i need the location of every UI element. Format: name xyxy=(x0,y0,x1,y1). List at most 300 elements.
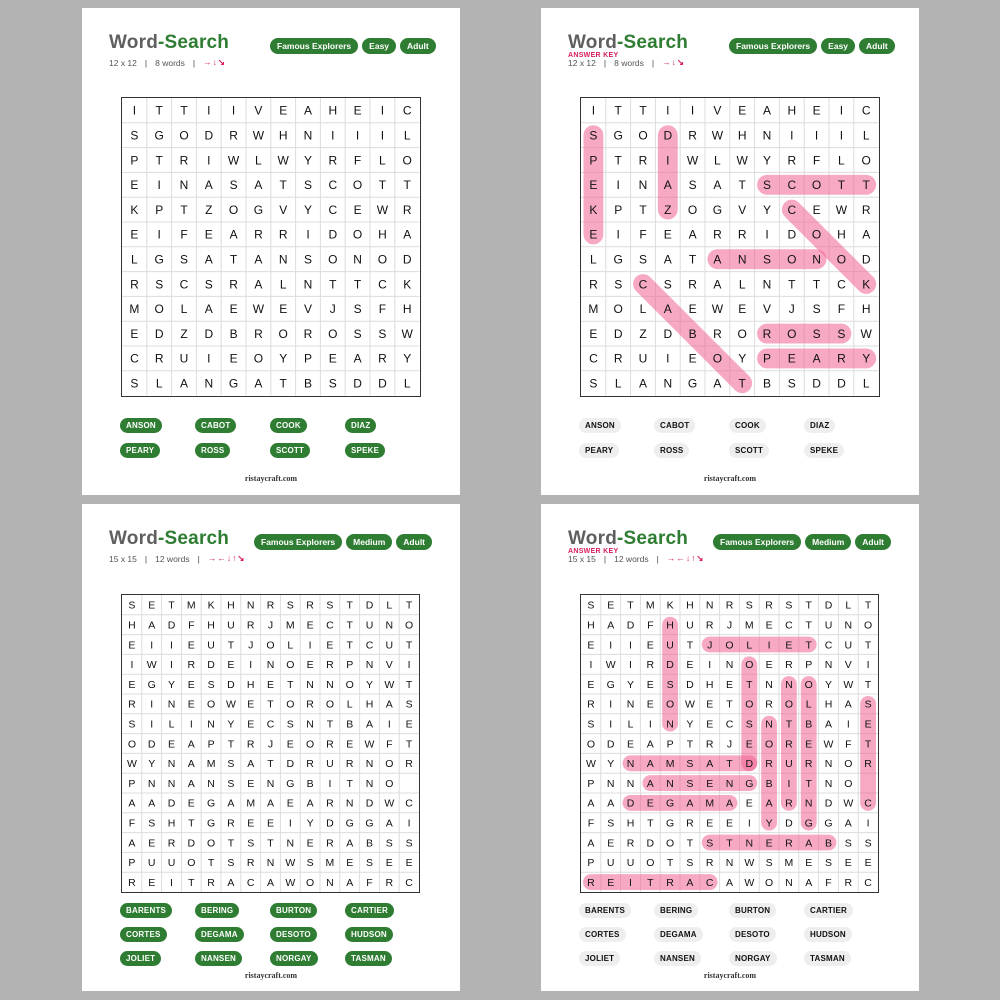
grid-letter: O xyxy=(377,252,388,267)
grid-letter: A xyxy=(844,817,852,830)
grid-letter: I xyxy=(308,639,312,652)
grid-letter: D xyxy=(365,797,374,810)
answer-key-label: ANSWER KEY xyxy=(568,52,619,59)
grid-letter: N xyxy=(804,797,813,810)
grid-letter: T xyxy=(353,277,362,292)
grid-letter: H xyxy=(837,227,846,242)
grid-letter: A xyxy=(128,797,136,810)
grid-letter: L xyxy=(403,128,411,143)
worksheet-easy xyxy=(82,8,460,495)
grid-letter: H xyxy=(787,103,797,118)
grid-letter: F xyxy=(587,817,595,830)
grid-letter: O xyxy=(784,698,793,711)
grid-letter: M xyxy=(206,758,216,771)
word-chip: CORTES xyxy=(120,927,167,942)
grid-letter: I xyxy=(306,227,310,242)
grid-letter: C xyxy=(405,876,413,889)
grid-letter: R xyxy=(688,128,697,143)
grid-letter: S xyxy=(353,326,362,341)
grid-letter: A xyxy=(607,797,615,810)
grid-letter: S xyxy=(148,817,156,830)
grid-letter: E xyxy=(229,302,238,317)
grid-letter: Y xyxy=(365,678,374,691)
grid-letter: A xyxy=(306,797,314,810)
grid-letter: P xyxy=(762,351,772,366)
word-chip: DIAZ xyxy=(804,418,835,433)
grid-letter: D xyxy=(154,326,164,341)
word-chip: BARENTS xyxy=(579,903,631,918)
grid-letter: N xyxy=(824,758,833,771)
grid-letter: T xyxy=(666,857,674,870)
grid-letter: T xyxy=(788,277,796,292)
grid-letter: R xyxy=(844,876,853,889)
grid-letter: G xyxy=(207,797,216,810)
grid-letter: A xyxy=(254,376,263,391)
grid-letter: E xyxy=(247,698,255,711)
grid-letter: R xyxy=(804,758,813,771)
grid-letter: U xyxy=(824,619,833,632)
grid-letter: N xyxy=(303,277,313,292)
grid-letter: T xyxy=(180,103,188,118)
grid-letter: U xyxy=(638,351,648,366)
grid-letter: A xyxy=(762,103,772,118)
grid-letter: G xyxy=(286,777,295,790)
grid-letter: L xyxy=(838,153,845,168)
grid-letter: T xyxy=(639,103,647,118)
grid-letter: N xyxy=(765,718,773,731)
grid-letter: D xyxy=(167,797,176,810)
grid-letter: N xyxy=(762,128,772,143)
grid-letter: A xyxy=(303,103,313,118)
grid-letter: O xyxy=(207,837,216,850)
grid-canvas xyxy=(122,98,420,396)
word-chip: BARENTS xyxy=(120,903,172,918)
direction-arrows-icon: →↓↘ xyxy=(203,57,226,67)
grid-letter: G xyxy=(666,797,675,810)
grid-letter: R xyxy=(765,698,773,711)
grid-letter: R xyxy=(713,326,722,341)
grid-letter: T xyxy=(686,639,694,652)
grid-letter: C xyxy=(638,277,648,292)
grid-letter: J xyxy=(788,302,795,317)
grid-letter: S xyxy=(824,857,833,870)
grid-letter: R xyxy=(589,277,598,292)
grid-letter: A xyxy=(187,738,195,751)
grid-letter: E xyxy=(787,351,796,366)
grid-letter: I xyxy=(814,128,819,143)
grid-letter: I xyxy=(189,718,193,731)
grid-letter: N xyxy=(745,837,754,850)
grid-letter: D xyxy=(837,376,846,391)
grid-letter: I xyxy=(790,128,794,143)
grid-letter: E xyxy=(589,326,598,341)
word-chip: ROSS xyxy=(654,443,689,458)
grid-letter: A xyxy=(587,837,595,850)
grid-letter: R xyxy=(626,837,635,850)
grid-letter: C xyxy=(405,797,413,810)
grid-letter: O xyxy=(864,619,873,632)
grid-letter: S xyxy=(130,128,139,143)
grid-letter: S xyxy=(864,837,872,850)
grid-letter: O xyxy=(725,639,734,652)
grid-letter: C xyxy=(725,718,734,731)
grid-letter: D xyxy=(353,376,362,391)
word-chip: CABOT xyxy=(195,418,236,433)
grid-letter: E xyxy=(706,698,714,711)
grid-letter: T xyxy=(805,777,812,790)
grid-letter: I xyxy=(708,659,712,672)
grid-letter: T xyxy=(155,103,163,118)
tag-audience: Adult xyxy=(396,534,432,550)
grid-letter: P xyxy=(303,351,313,366)
grid-letter: N xyxy=(207,777,215,790)
grid-letter: D xyxy=(785,817,793,830)
grid-letter: S xyxy=(663,277,672,292)
direction-arrows-icon: →←↓↑↘ xyxy=(666,553,705,563)
grid-letter: W xyxy=(686,153,699,168)
grid-letter: R xyxy=(737,227,747,242)
grid-letter: V xyxy=(279,202,288,217)
grid-canvas xyxy=(581,98,879,396)
grid-letter: S xyxy=(666,678,674,691)
grid-letter: P xyxy=(614,202,623,217)
grid-letter: T xyxy=(805,599,812,612)
grid-letter: E xyxy=(353,103,362,118)
grid-letter: J xyxy=(726,738,733,751)
grid-letter: S xyxy=(286,718,294,731)
word-list xyxy=(120,418,420,458)
grid-letter: A xyxy=(266,797,275,810)
separator: | xyxy=(656,553,659,564)
grid-letter: C xyxy=(246,876,255,889)
word-chip: PEARY xyxy=(579,443,619,458)
grid-letter: R xyxy=(762,326,772,341)
grid-letter: I xyxy=(207,103,211,118)
grid-letter: T xyxy=(686,837,694,850)
grid-letter: F xyxy=(366,876,373,889)
grid-letter: N xyxy=(765,678,773,691)
grid-letter: N xyxy=(266,659,275,672)
grid-letter: E xyxy=(346,738,354,751)
grid-letter: O xyxy=(278,326,288,341)
grid-letter: W xyxy=(605,659,616,672)
grid-letter: H xyxy=(246,678,255,691)
grid-letter: G xyxy=(154,252,164,267)
grid-letter: P xyxy=(130,153,139,168)
grid-letter: N xyxy=(246,599,255,612)
grid-letter: L xyxy=(614,376,622,391)
grid-letter: R xyxy=(345,758,354,771)
grid-letter: E xyxy=(805,738,813,751)
grid-letter: O xyxy=(737,326,747,341)
grid-letter: I xyxy=(157,227,161,242)
word-chip: BERING xyxy=(195,903,239,918)
grid-letter: L xyxy=(131,252,138,267)
grid-letter: G xyxy=(804,817,813,830)
grid-letter: Y xyxy=(738,351,747,366)
grid-letter: S xyxy=(864,698,872,711)
word-chip: TASMAN xyxy=(345,951,392,966)
grid-letter: A xyxy=(844,698,852,711)
grid-letter: C xyxy=(705,876,714,889)
grid-letter: T xyxy=(227,738,235,751)
grid-letter: D xyxy=(286,758,295,771)
tag-row xyxy=(254,534,432,550)
grid-letter: S xyxy=(587,718,595,731)
grid-letter: A xyxy=(254,252,263,267)
grid-letter: A xyxy=(353,351,362,366)
grid-letter: N xyxy=(638,178,648,193)
grid-letter: I xyxy=(591,103,596,118)
direction-arrows-icon: →↓↘ xyxy=(662,57,685,67)
grid-letter: E xyxy=(646,678,654,691)
grid-letter: O xyxy=(586,738,595,751)
grid-letter: L xyxy=(279,277,287,292)
word-chip: TASMAN xyxy=(804,951,851,966)
grid-letter: C xyxy=(864,876,872,889)
grid-letter: S xyxy=(812,326,821,341)
grid-letter: O xyxy=(613,302,623,317)
grid-letter: I xyxy=(207,153,211,168)
grid-letter: A xyxy=(688,227,697,242)
grid-letter: V xyxy=(254,103,263,118)
grid-letter: R xyxy=(587,876,595,889)
grid-letter: U xyxy=(606,857,615,870)
grid-letter: W xyxy=(225,698,236,711)
grid-letter: N xyxy=(266,857,275,870)
grid-letter: E xyxy=(589,178,598,193)
grid-letter: O xyxy=(385,777,394,790)
grid-letter: E xyxy=(306,837,314,850)
grid-letter: G xyxy=(745,777,754,790)
grid-letter: O xyxy=(745,698,754,711)
grid-letter: P xyxy=(155,202,164,217)
grid-letter: P xyxy=(666,738,674,751)
grid-letter: A xyxy=(204,178,213,193)
grid-letter: A xyxy=(204,252,213,267)
grid-letter: R xyxy=(128,698,136,711)
word-chip: DEGAMA xyxy=(654,927,703,942)
grid-letter: B xyxy=(229,326,238,341)
word-list xyxy=(579,903,879,966)
grid-letter: M xyxy=(784,857,794,870)
grid-letter: I xyxy=(666,351,670,366)
grid-letter: R xyxy=(229,128,238,143)
grid-letter: E xyxy=(187,797,195,810)
grid-letter: A xyxy=(713,252,722,267)
grid-letter: A xyxy=(187,758,195,771)
grid-letter: Y xyxy=(862,351,871,366)
grid-letter: M xyxy=(325,857,335,870)
grid-letter: I xyxy=(765,227,769,242)
grid-letter: O xyxy=(286,659,295,672)
grid-letter: C xyxy=(402,103,412,118)
grid-letter: Z xyxy=(664,202,672,217)
grid-letter: O xyxy=(712,351,723,366)
grid-letter: S xyxy=(378,326,387,341)
grid-letter: O xyxy=(328,252,338,267)
grid-letter: N xyxy=(824,659,833,672)
grid-letter: I xyxy=(609,698,613,711)
grid-letter: I xyxy=(130,659,134,672)
word-chip: DEGAMA xyxy=(195,927,244,942)
letter-grid xyxy=(580,594,879,893)
grid-letter: T xyxy=(405,678,413,691)
grid-letter: R xyxy=(864,758,872,771)
word-count: 8 words xyxy=(614,57,644,68)
grid-letter: T xyxy=(227,837,235,850)
grid-letter: A xyxy=(646,758,654,771)
grid-letter: R xyxy=(688,277,697,292)
sheet-title: Word-Search xyxy=(568,528,689,549)
grid-letter: E xyxy=(405,718,413,731)
grid-letter: M xyxy=(665,758,675,771)
grid-letter: D xyxy=(745,758,754,771)
grid-letter: E xyxy=(738,302,747,317)
grid-letter: T xyxy=(346,639,353,652)
grid-letter: A xyxy=(204,302,213,317)
footer-site: ristaycraft.com xyxy=(244,971,298,980)
grid-letter: Y xyxy=(403,351,412,366)
grid-letter: C xyxy=(589,351,598,366)
grid-letter: O xyxy=(352,227,363,242)
grid-letter: E xyxy=(725,678,734,691)
word-chip: NANSEN xyxy=(195,951,242,966)
grid-letter: J xyxy=(248,639,254,652)
grid-letter: T xyxy=(688,252,697,267)
grid-letter: I xyxy=(787,777,791,790)
grid-letter: D xyxy=(824,599,833,612)
grid-letter: E xyxy=(187,639,195,652)
grid-letter: T xyxy=(168,599,175,612)
grid-letter: O xyxy=(179,128,189,143)
grid-letter: A xyxy=(365,718,374,731)
word-chip: SPEKE xyxy=(804,443,844,458)
grid-letter: O xyxy=(638,128,648,143)
grid-letter: T xyxy=(746,678,753,691)
separator: | xyxy=(144,57,148,68)
grid-letter: E xyxy=(765,837,773,850)
grid-letter: U xyxy=(686,619,694,632)
grid-letter: S xyxy=(405,698,413,711)
grid-letter: G xyxy=(253,202,264,217)
grid-letter: N xyxy=(762,277,772,292)
grid-letter: E xyxy=(148,876,156,889)
grid-letter: L xyxy=(386,599,393,612)
grid-letter: N xyxy=(365,758,374,771)
grid-letter: F xyxy=(845,738,852,751)
grid-letter: N xyxy=(725,777,734,790)
grid-letter: N xyxy=(812,252,821,267)
grid-letter: Z xyxy=(639,326,647,341)
grid-letter: Y xyxy=(686,718,694,731)
grid-letter: N xyxy=(737,252,747,267)
grid-letter: G xyxy=(147,678,156,691)
grid-letter: O xyxy=(836,252,847,267)
grid-letter: D xyxy=(227,678,235,691)
grid-letter: E xyxy=(589,227,598,242)
grid-letter: S xyxy=(706,837,714,850)
grid-letter: F xyxy=(812,153,821,168)
grid-letter: A xyxy=(765,797,773,810)
grid-letter: T xyxy=(726,758,733,771)
grid-letter: Y xyxy=(762,202,772,217)
grid-letter: Y xyxy=(303,202,313,217)
grid-letter: E xyxy=(346,857,354,870)
word-count: 8 words xyxy=(155,57,185,68)
grid-letter: F xyxy=(188,619,195,632)
grid-letter: S xyxy=(762,252,772,267)
grid-letter: E xyxy=(864,857,872,870)
grid-letter: E xyxy=(247,817,255,830)
grid-letter: S xyxy=(589,376,598,391)
grid-letter: F xyxy=(180,227,188,242)
grid-letter: H xyxy=(402,302,412,317)
grid-letter: E xyxy=(286,738,294,751)
grid-letter: T xyxy=(726,837,733,850)
grid-letter: E xyxy=(266,678,275,691)
grid-letter: S xyxy=(589,128,598,143)
grid-letter: J xyxy=(267,619,274,632)
grid-letter: V xyxy=(738,202,747,217)
grid-letter: S xyxy=(638,252,648,267)
puzzle-meta xyxy=(568,57,685,68)
grid-letter: T xyxy=(647,876,654,889)
grid-letter: O xyxy=(385,758,394,771)
grid-letter: L xyxy=(590,252,597,267)
grid-letter: W xyxy=(843,678,854,691)
grid-letter: R xyxy=(207,876,215,889)
grid-letter: G xyxy=(606,678,615,691)
word-chip: PEARY xyxy=(120,443,160,458)
grid-letter: E xyxy=(204,227,213,242)
grid-letter: W xyxy=(860,326,872,341)
grid-letter: E xyxy=(130,178,139,193)
grid-letter: L xyxy=(255,153,262,168)
grid-letter: I xyxy=(407,659,411,672)
grid-letter: T xyxy=(207,857,215,870)
grid-letter: Y xyxy=(607,758,615,771)
grid-letter: O xyxy=(328,326,338,341)
grid-letter: O xyxy=(666,837,675,850)
grid-letter: F xyxy=(837,302,846,317)
grid-letter: H xyxy=(861,302,871,317)
grid-letter: W xyxy=(744,857,755,870)
grid-letter: D xyxy=(167,619,176,632)
grid-letter: E xyxy=(646,639,654,652)
grid-letter: R xyxy=(246,857,255,870)
word-chip: HUDSON xyxy=(345,927,393,942)
grid-letter: W xyxy=(252,302,265,317)
grid-letter: T xyxy=(287,678,294,691)
grid-letter: R xyxy=(785,738,793,751)
grid-letter: Y xyxy=(306,817,314,830)
separator: | xyxy=(144,553,148,564)
grid-letter: I xyxy=(170,639,173,652)
grid-letter: B xyxy=(365,837,374,850)
footer-site: ristaycraft.com xyxy=(244,474,298,483)
grid-letter: S xyxy=(155,277,164,292)
grid-size: 15 x 15 xyxy=(568,553,596,564)
grid-letter: N xyxy=(824,777,833,790)
grid-letter: E xyxy=(229,351,238,366)
grid-letter: E xyxy=(607,599,615,612)
grid-letter: C xyxy=(787,202,797,217)
grid-letter: R xyxy=(765,758,773,771)
grid-letter: A xyxy=(663,252,672,267)
grid-letter: N xyxy=(326,678,334,691)
grid-letter: P xyxy=(346,659,354,672)
